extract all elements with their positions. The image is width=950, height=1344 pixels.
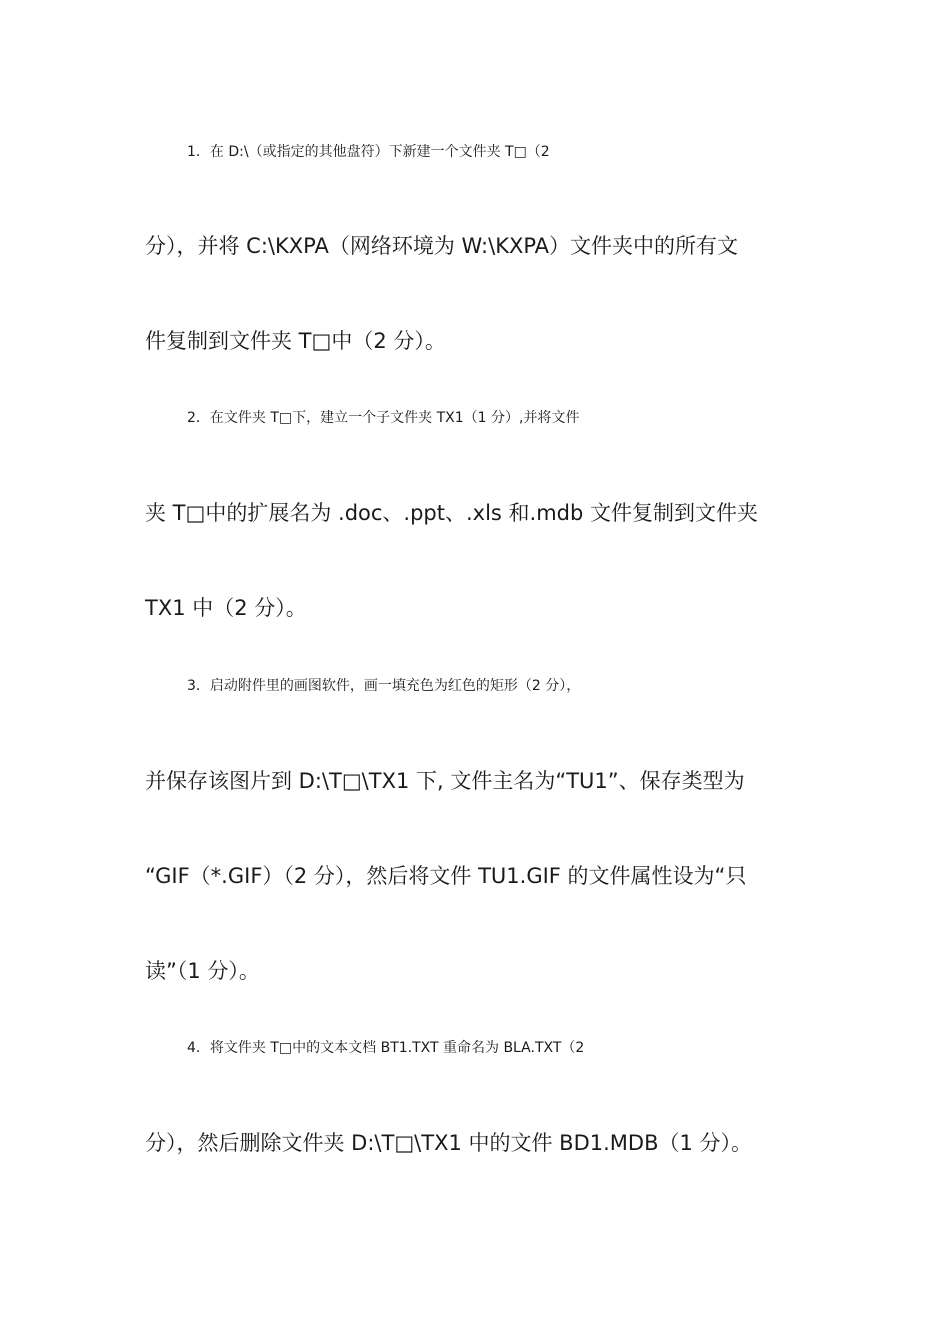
item-2-line-3: TX1 中（2 分）。 [145,596,307,620]
item-3-line-3: “GIF（*.GIF）（2 分），然后将文件 TU1.GIF 的文件属性设为“只 [145,864,747,888]
item-3-line-1: 3．启动附件里的画图软件，画一填充色为红色的矩形（2 分）， [187,678,581,694]
item-4-line-1: 4．将文件夹 T□中的文本文档 BT1.TXT 重命名为 BLA.TXT（2 [187,1040,585,1056]
item-3-line-2: 并保存该图片到 D:\T□\TX1 下, 文件主名为“TU1”、保存类型为 [145,769,745,793]
item-2-line-1: 2．在文件夹 T□下，建立一个子文件夹 TX1（1 分）,并将文件 [187,410,580,426]
item-2-line-2: 夹 T□中的扩展名为 .doc、.ppt、.xls 和.mdb 文件复制到文件夹 [145,501,759,525]
item-3-line-4: 读”（1 分）。 [145,959,260,983]
item-1-line-3: 件复制到文件夹 T□中（2 分）。 [145,329,446,353]
item-1-line-1: 1．在 D:\（或指定的其他盘符）下新建一个文件夹 T□（2 [187,144,550,160]
item-4-line-2: 分），然后删除文件夹 D:\T□\TX1 中的文件 BD1.MDB（1 分）。 [145,1131,753,1155]
item-1-line-2: 分），并将 C:\KXPA（网络环境为 W:\KXPA）文件夹中的所有文 [145,234,739,258]
